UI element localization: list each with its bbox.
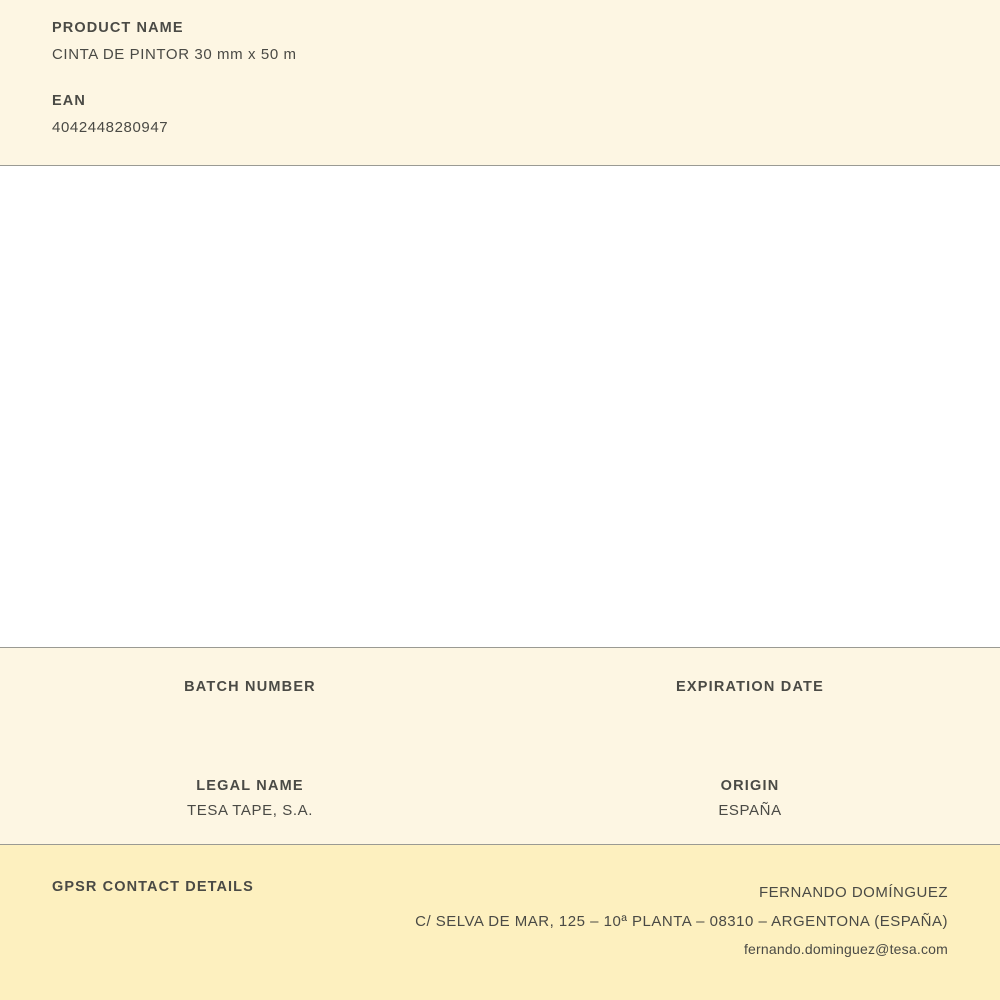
details-row-batch-expiration [0,648,1000,720]
ean-value: 4042448280947 [52,119,169,136]
legal-name-label: LEGAL NAME [196,778,304,794]
ean-group [52,93,948,136]
product-name-value: CINTA DE PINTOR 30 mm x 50 m [52,46,297,63]
gpsr-contact-details [415,879,948,963]
blank-content-area [0,166,1000,648]
ean-label: EAN [52,93,86,109]
gpsr-footer-section [0,845,1000,1000]
product-name-group [52,20,948,63]
origin-label: ORIGIN [720,778,780,794]
details-row-legal-origin [0,720,1000,819]
batch-number-value [0,703,500,720]
legal-name-value: TESA TAPE, S.A. [187,802,313,819]
batch-number-label: BATCH NUMBER [184,679,316,695]
expiration-date-value [500,703,1000,720]
gpsr-contact-label: GPSR CONTACT DETAILS [52,879,254,895]
expiration-date-column [500,679,1000,720]
origin-column [500,778,1000,819]
details-section [0,648,1000,845]
gpsr-contact-email[interactable]: fernando.dominguez@tesa.com [743,941,948,957]
product-name-label: PRODUCT NAME [52,20,184,36]
legal-name-column [0,778,500,819]
gpsr-contact-address: C/ SELVA DE MAR, 125 – 10ª PLANTA – 08310 – ARGENTONA (ESPAÑA) [415,912,948,930]
product-info-section [0,0,1000,166]
batch-number-column [0,679,500,720]
origin-value: ESPAÑA [718,802,782,819]
gpsr-contact-name: FERNANDO DOMÍNGUEZ [759,884,948,901]
expiration-date-label: EXPIRATION DATE [676,679,824,695]
